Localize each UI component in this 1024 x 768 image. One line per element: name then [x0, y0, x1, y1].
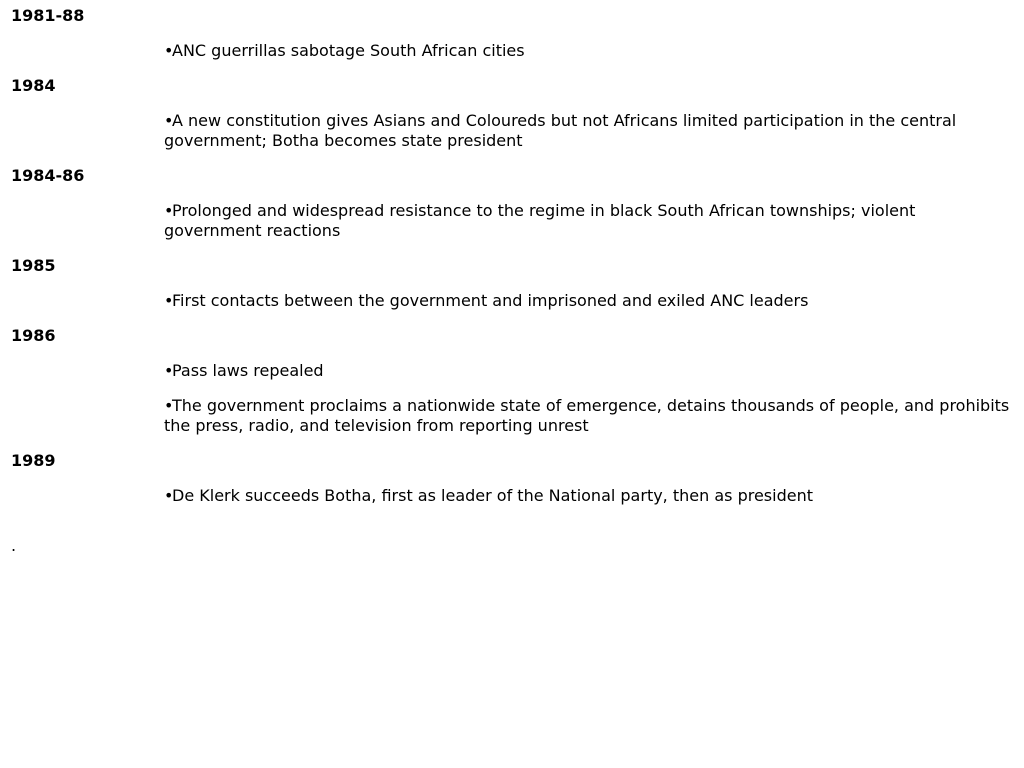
timeline-event-list — [11, 111, 1021, 151]
timeline-year: 1986 — [11, 326, 56, 345]
timeline-year: 1984-86 — [11, 166, 85, 185]
bullet-icon: • — [164, 396, 174, 415]
timeline-year: 1984 — [11, 76, 56, 95]
timeline-event — [164, 361, 1012, 381]
timeline-event — [164, 41, 1012, 61]
bullet-icon: • — [164, 486, 174, 505]
timeline — [11, 6, 1021, 521]
bullet-icon: • — [164, 361, 174, 380]
bullet-icon: • — [164, 111, 174, 130]
timeline-event-list — [11, 291, 1021, 311]
timeline-event-list — [11, 486, 1021, 506]
timeline-event — [164, 486, 1012, 506]
timeline-event — [164, 396, 1012, 436]
trailing-dot: . — [11, 536, 17, 555]
timeline-year: 1985 — [11, 256, 56, 275]
timeline-year: 1989 — [11, 451, 56, 470]
timeline-event — [164, 111, 1012, 151]
timeline-event-text: A new constitution gives Asians and Coloureds but not Africans limited participation in the central government; Botha becomes state president — [164, 111, 957, 150]
timeline-event-text: Prolonged and widespread resistance to the regime in black South African townships; violent government reactions — [164, 201, 916, 240]
timeline-event-list — [11, 41, 1021, 61]
timeline-event-text: ANC guerrillas sabotage South African cities — [172, 41, 525, 60]
timeline-year: 1981-88 — [11, 6, 85, 25]
bullet-icon: • — [164, 291, 174, 310]
timeline-event-list — [11, 201, 1021, 241]
timeline-event-list — [11, 361, 1021, 436]
timeline-event-text: De Klerk succeeds Botha, first as leader of the National party, then as president — [172, 486, 813, 505]
timeline-event — [164, 201, 1012, 241]
timeline-event — [164, 291, 1012, 311]
timeline-event-text: The government proclaims a nationwide state of emergence, detains thousands of people, and prohibits the press, radio, and television from reporting unrest — [164, 396, 1010, 435]
timeline-event-text: Pass laws repealed — [172, 361, 324, 380]
bullet-icon: • — [164, 41, 174, 60]
bullet-icon: • — [164, 201, 174, 220]
timeline-event-text: First contacts between the government and imprisoned and exiled ANC leaders — [172, 291, 809, 310]
